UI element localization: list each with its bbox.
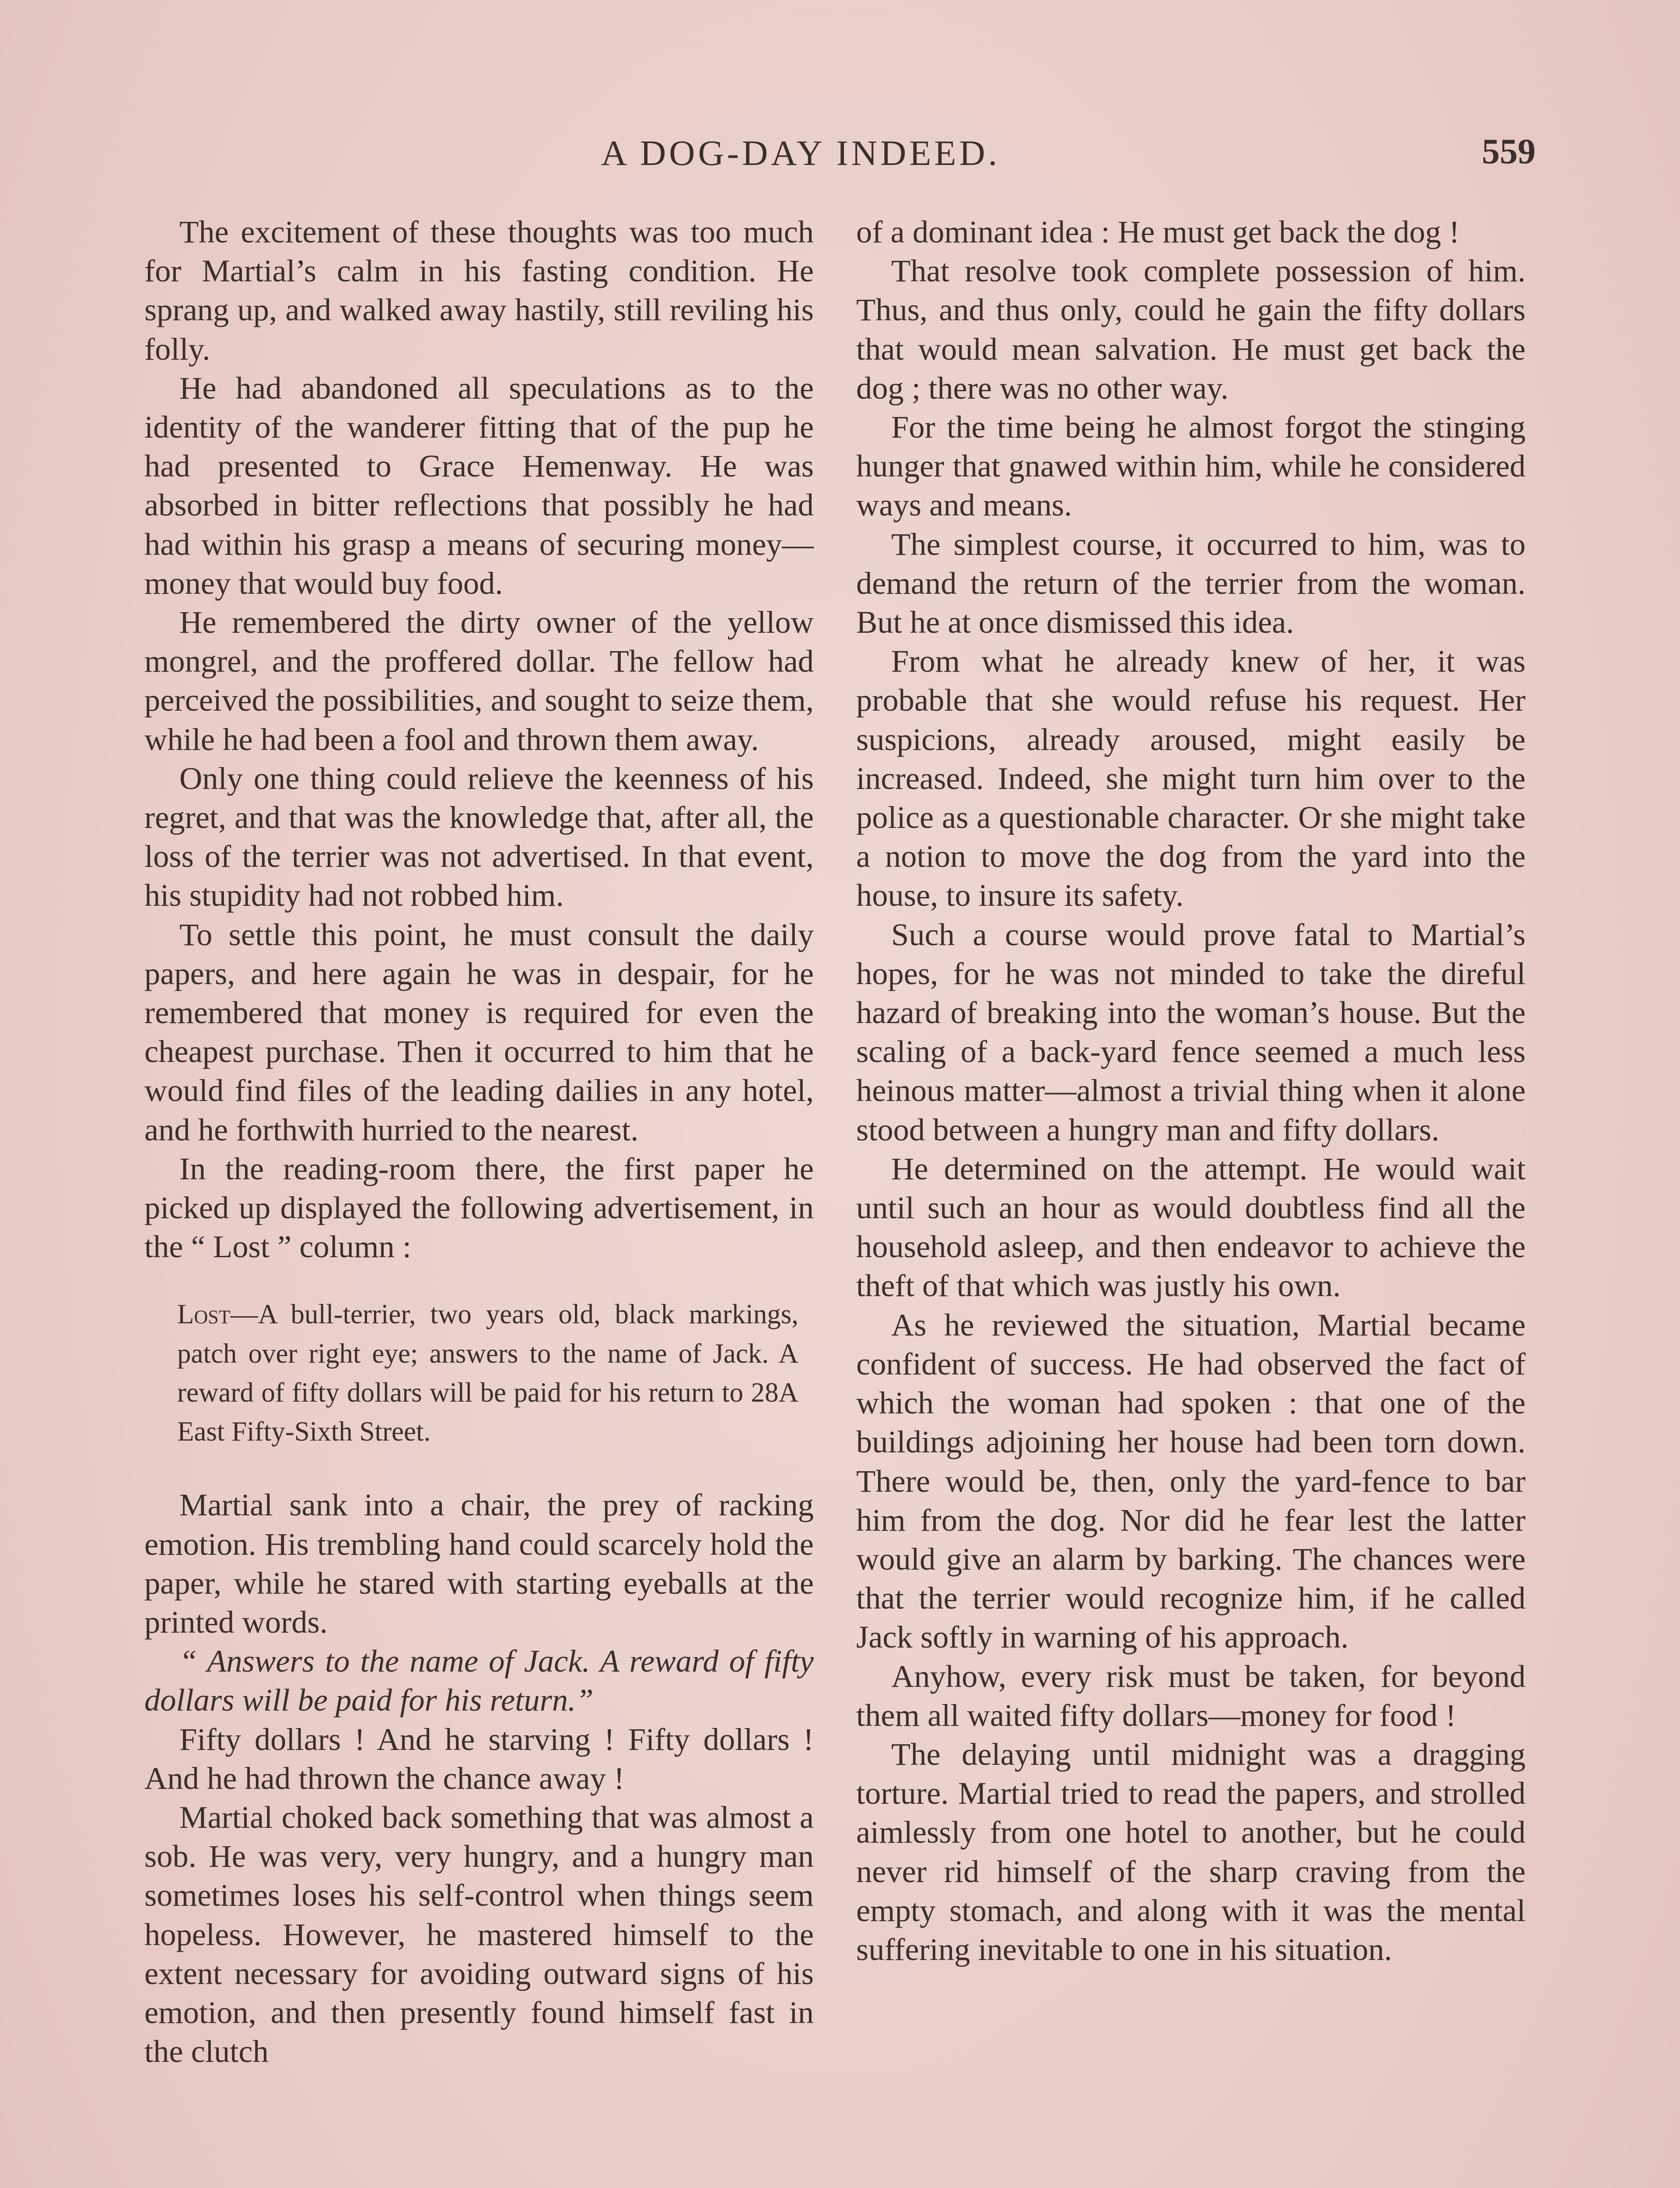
- left-column: [144, 212, 814, 2071]
- notice-lead: Lost: [177, 1299, 231, 1330]
- paragraph: For the time being he almost forgot the stinging hunger that gnawed within him, while he considered ways and means.: [856, 409, 1526, 523]
- paragraph: He remembered the dirty owner of the yellow mongrel, and the proffered dollar. The fellow had perceived the possibilities, and sought to seize them, while he had been a fool and thrown them away.: [144, 604, 814, 757]
- paragraph: In the reading-room there, the first paper he picked up displayed the following advertisement, in the “ Lost ” column :: [144, 1150, 814, 1265]
- quoted-advertisement: “ Answers to the name of Jack. A reward of fifty dollars will be paid for his return.”: [144, 1643, 814, 1718]
- notice-body: —A bull-terrier, two years old, black markings, patch over right eye; answers to the name of Jack. A reward of fifty dollars will be paid for his return to 28A East Fifty-Sixth Street.: [177, 1299, 798, 1447]
- paragraph: That resolve took complete possession of him. Thus, and thus only, could he gain the fifty dollars that would mean salvation. He must get back the dog ; there was no other way.: [856, 253, 1526, 406]
- paragraph: The excitement of these thoughts was too much for Martial’s calm in his fasting condition. He sprang up, and walked away hastily, still reviling his folly.: [144, 214, 814, 367]
- paragraph: As he reviewed the situation, Martial became confident of success. He had observed the fact of which the woman had spoken : that one of the buildings adjoining her house had been torn down. There would be, then, only the yard-fence to bar him from the dog. Nor did he fear lest the latter would give an alarm by barking. The chances were that the terrier would recognize him, if he called Jack softly in warning of his approach.: [856, 1307, 1526, 1655]
- paragraph: Such a course would prove fatal to Martial’s hopes, for he was not minded to take the direful hazard of breaking into the woman’s house. But the scaling of a back-yard fence seemed a much less heinous matter—almost a trivial thing when it alone stood between a hungry man and fifty dollars.: [856, 916, 1526, 1147]
- paragraph: He had abandoned all speculations as to the identity of the wanderer fitting that of the pup he had presented to Grace Hemenway. He was absorbed in bitter reflections that possibly he had had within his grasp a means of securing money—money that would buy food.: [144, 370, 814, 601]
- paragraph: From what he already knew of her, it was probable that she would refuse his request. Her suspicions, already aroused, might easily be increased. Indeed, she might turn him over to the police as a questionable character. Or she might take a notion to move the dog from the yard into the house, to insure its safety.: [856, 643, 1526, 913]
- lost-advertisement: [144, 1295, 814, 1451]
- paragraph-continued: of a dominant idea : He must get back the dog !: [856, 214, 1460, 249]
- paragraph: To settle this point, he must consult the daily papers, and here again he was in despair, for he remembered that money is required for even the cheapest purchase. Then it occurred to him that he would find files of the leading dailies in any hotel, and he forthwith hurried to the nearest.: [144, 916, 814, 1147]
- paragraph: The delaying until midnight was a dragging torture. Martial tried to read the papers, and strolled aimlessly from one hotel to another, but he could never rid himself of the sharp craving from the empty stomach, and along with it was the mental suffering inevitable to one in his situation.: [856, 1736, 1526, 1967]
- running-title: A DOG-DAY INDEED.: [601, 133, 1001, 173]
- page-number: 559: [1482, 131, 1536, 171]
- paragraph: Fifty dollars ! And he starving ! Fifty dollars ! And he had thrown the chance away !: [144, 1721, 814, 1796]
- paragraph: Only one thing could relieve the keenness of his regret, and that was the knowledge that, after all, the loss of the terrier was not advertised. In that event, his stupidity had not robbed him.: [144, 760, 814, 913]
- right-column: [856, 212, 1526, 1969]
- paragraph: The simplest course, it occurred to him, was to demand the return of the terrier from the woman. But he at once dismissed this idea.: [856, 526, 1526, 640]
- paragraph: Martial sank into a chair, the prey of racking emotion. His trembling hand could scarcely hold the paper, while he stared with starting eyeballs at the printed words.: [144, 1487, 814, 1640]
- paragraph: Martial choked back something that was almost a sob. He was very, very hungry, and a hungry man sometimes loses his self-control when things seem hopeless. However, he mastered himself to the extent necessary for avoiding outward signs of his emotion, and then presently found himself fast in the clutch: [144, 1799, 814, 2069]
- paragraph: He determined on the attempt. He would wait until such an hour as would doubtless find all the household asleep, and then endeavor to achieve the theft of that which was justly his own.: [856, 1150, 1526, 1304]
- paragraph: Anyhow, every risk must be taken, for beyond them all waited fifty dollars—money for food !: [856, 1658, 1526, 1733]
